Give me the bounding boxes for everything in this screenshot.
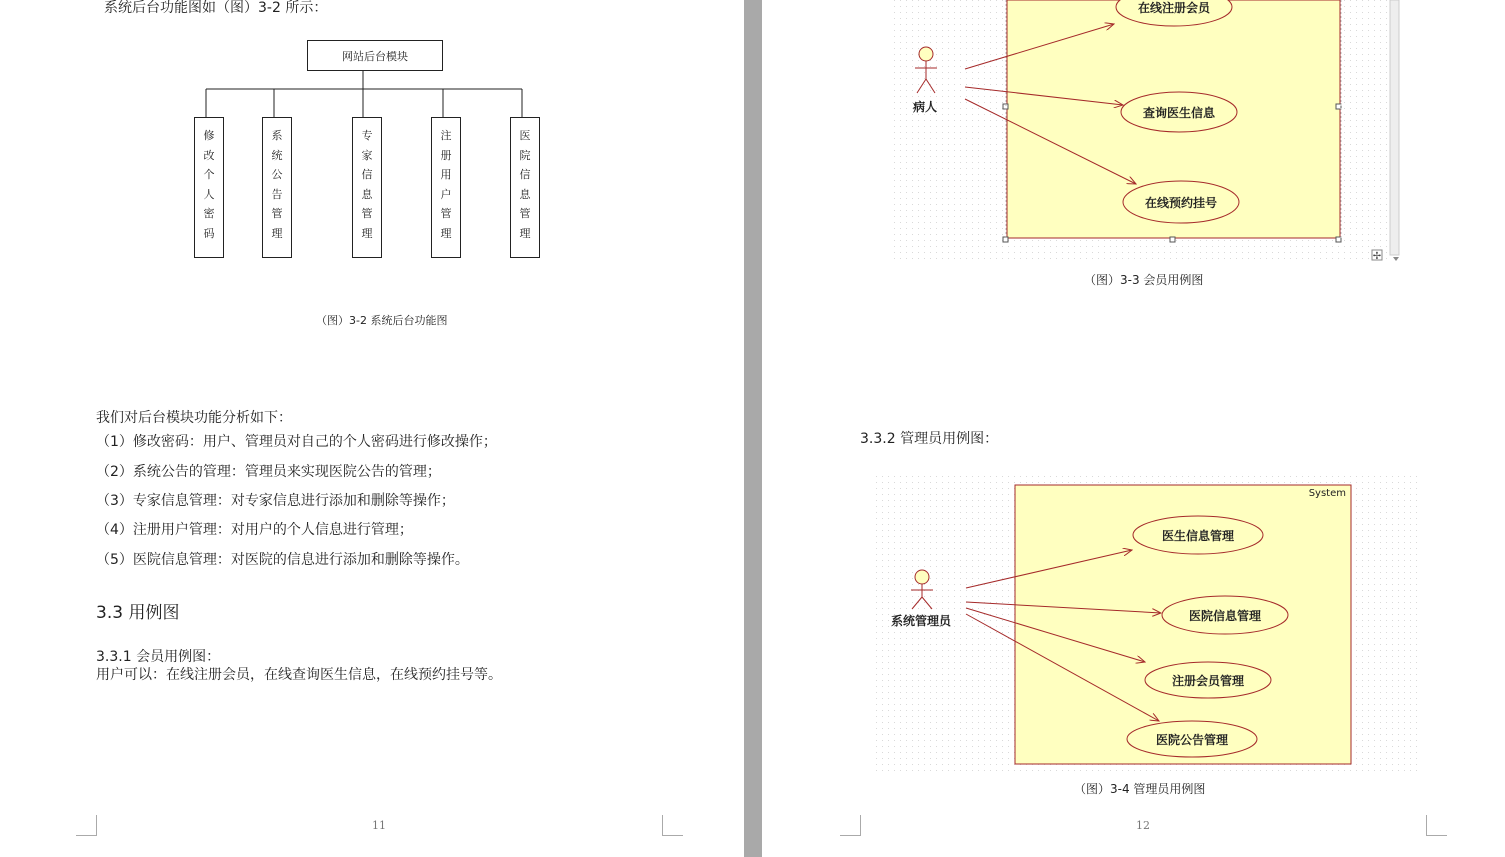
page-number: 11	[372, 819, 386, 832]
usecase-ellipse[interactable]	[1145, 662, 1271, 698]
org-root-label: 网站后台模块	[342, 49, 408, 63]
usecase-ellipse[interactable]	[1123, 181, 1239, 223]
figure-caption: （图）3-4 管理员用例图	[1074, 782, 1206, 796]
org-child-box	[352, 117, 382, 258]
usecase-label: 在线预约挂号	[1144, 196, 1218, 210]
diagram-scrollbar[interactable]	[1390, 0, 1399, 255]
document-page-12	[762, 0, 1505, 857]
system-label: System	[1308, 488, 1346, 499]
page-gutter	[744, 0, 762, 857]
analysis-item: （4）注册用户管理：对用户的个人信息进行管理；	[96, 522, 413, 538]
crop-mark	[840, 815, 861, 836]
analysis-item: （1）修改密码：用户、管理员对自己的个人密码进行修改操作；	[96, 434, 497, 450]
org-child-box	[194, 117, 224, 258]
analysis-intro: 我们对后台模块功能分析如下：	[96, 410, 292, 426]
actor-label: 系统管理员	[890, 614, 952, 628]
org-child-label: 注 册 用 户 管 理	[440, 129, 452, 240]
org-child-box	[431, 117, 461, 258]
actor-label: 病人	[912, 100, 938, 114]
svg-text:✢: ✢	[1372, 251, 1382, 262]
org-child-label: 系 统 公 告 管 理	[271, 129, 283, 240]
usecase-label: 医生信息管理	[1161, 529, 1235, 543]
analysis-item: （2）系统公告的管理：管理员来实现医院公告的管理；	[96, 464, 441, 480]
org-child-box	[510, 117, 540, 258]
section-heading: 3.3 用例图	[96, 603, 180, 623]
crop-mark	[76, 815, 97, 836]
usecase-label: 医院信息管理	[1188, 609, 1262, 623]
subsection-heading: 3.3.2 管理员用例图：	[860, 431, 999, 447]
usecase-label: 注册会员管理	[1171, 674, 1245, 688]
org-child-label: 修 改 个 人 密 码	[203, 129, 215, 240]
admin-usecase-diagram[interactable]	[762, 470, 1505, 780]
analysis-item: （3）专家信息管理：对专家信息进行添加和删除等操作；	[96, 493, 455, 509]
org-child-box	[262, 117, 292, 258]
org-child-label: 专 家 信 息 管 理	[361, 129, 373, 240]
org-chart-intro: 系统后台功能图如（图）3-2 所示：	[104, 0, 328, 16]
usecase-ellipse[interactable]	[1133, 516, 1263, 554]
figure-caption: （图）3-2 系统后台功能图	[316, 314, 448, 327]
usecase-label: 查询医生信息	[1142, 106, 1216, 120]
usecase-ellipse[interactable]	[1121, 92, 1237, 132]
scroll-down-icon[interactable]	[1393, 257, 1399, 261]
page-number: 12	[1136, 819, 1150, 832]
usecase-label: 医院公告管理	[1155, 733, 1229, 747]
document-page-11	[0, 0, 744, 857]
usecase-label: 在线注册会员	[1137, 1, 1211, 15]
subsection-text: 用户可以：在线注册会员，在线查询医生信息，在线预约挂号等。	[96, 667, 502, 683]
member-usecase-diagram[interactable]	[762, 0, 1505, 275]
subsection-heading: 3.3.1 会员用例图：	[96, 649, 221, 665]
usecase-ellipse[interactable]	[1127, 721, 1257, 757]
usecase-ellipse[interactable]	[1162, 596, 1288, 634]
org-child-label: 医 院 信 息 管 理	[519, 129, 531, 240]
analysis-item: （5）医院信息管理：对医院的信息进行添加和删除等操作。	[96, 552, 469, 568]
crop-mark	[662, 815, 683, 836]
crop-mark	[1426, 815, 1447, 836]
figure-caption: （图）3-3 会员用例图	[1084, 273, 1204, 287]
org-root-box	[307, 40, 443, 71]
